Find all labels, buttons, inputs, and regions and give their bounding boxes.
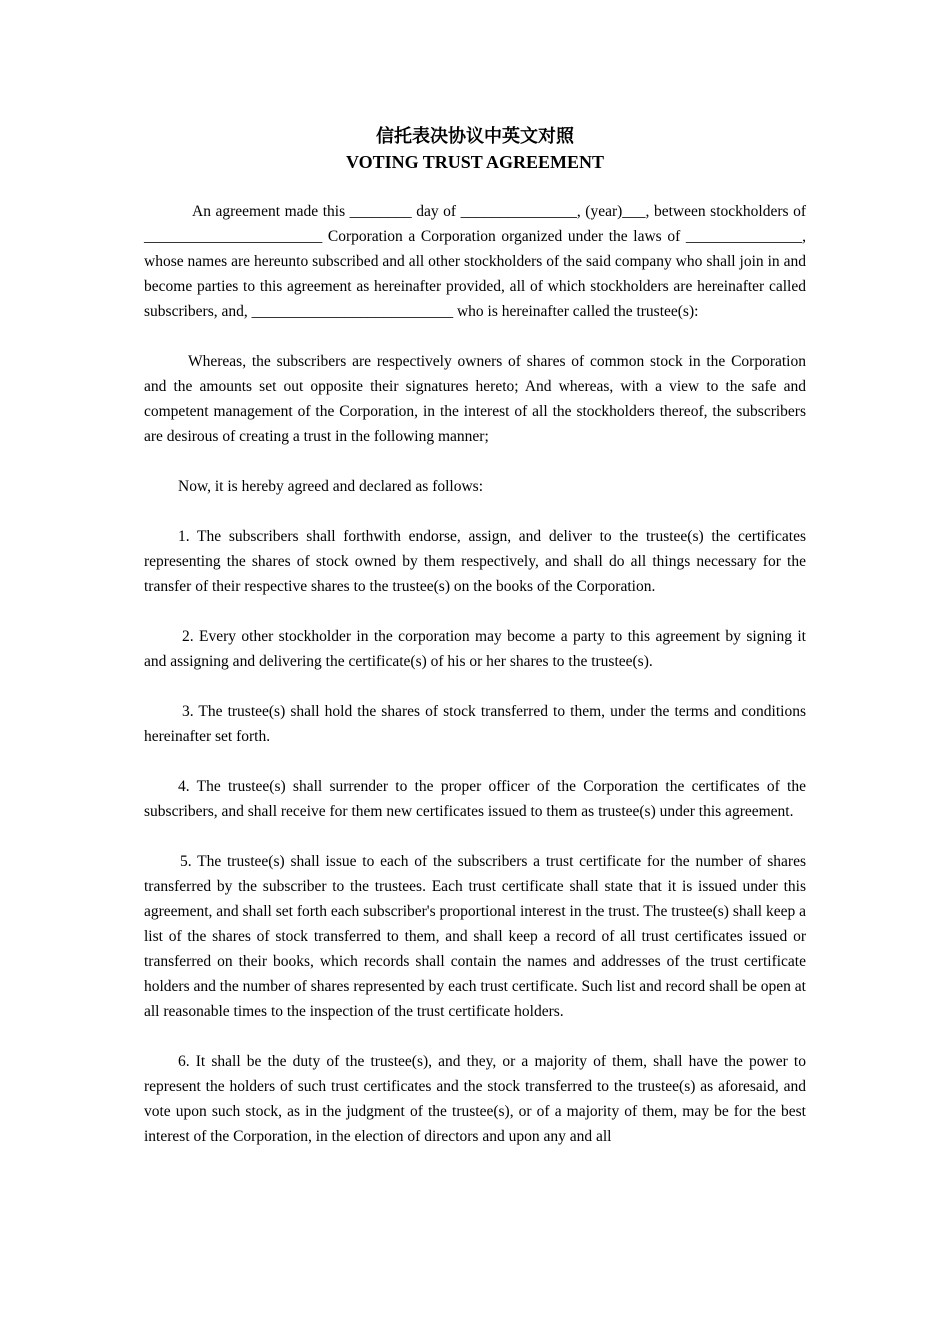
clause-4: 4. The trustee(s) shall surrender to the proper officer of the Corporation the certificates of the subscribers, and shall receive for them new certificates issued to them as trustee(s) under this agreement. — [144, 778, 806, 820]
clause-6: 6. It shall be the duty of the trustee(s), and they, or a majority of them, shall have the power to represent the holders of such trust certificates and the stock transferred to the trustee(s) as aforesaid, and vote upon such stock, as in the judgment of the trustee(s), or of a majority of them, may be for the best interest of the Corporation, in the election of directors and upon any and all — [144, 1053, 806, 1145]
document-body — [144, 124, 806, 1174]
declaration-paragraph: Now, it is hereby agreed and declared as follows: — [178, 478, 484, 495]
clause-3: 3. The trustee(s) shall hold the shares of stock transferred to them, under the terms and conditions hereinafter set forth. — [144, 703, 806, 745]
english-title: VOTING TRUST AGREEMENT — [345, 152, 605, 172]
whereas-paragraph: Whereas, the subscribers are respectively owners of shares of common stock in the Corporation and the amounts set out opposite their signatures hereto; And whereas, with a view to the safe and competent management of the Corporation, in the interest of all the stockholders thereof, the subscribers are desirous of creating a trust in the following manner; — [144, 353, 806, 445]
chinese-title: 信托表决协议中英文对照 — [376, 126, 574, 147]
intro-paragraph: An agreement made this ________ day of _______________, (year)___, between stockholders of _______________________ Corporation a Corporation organized under the laws of _______________, whose names are hereunto subscribed and all other stockholders of the said company who shall join in and become parties to this agreement as hereinafter provided, all of which stockholders are hereinafter called subscribers, and, __________________________ who is hereinafter called the trustee(s): — [144, 203, 806, 320]
clause-1: 1. The subscribers shall forthwith endorse, assign, and deliver to the trustee(s) the certificates representing the shares of stock owned by them respectively, and shall do all things necessary for the transfer of their respective shares to the trustee(s) on the books of the Corporation. — [144, 528, 806, 595]
clause-2: 2. Every other stockholder in the corporation may become a party to this agreement by signing it and assigning and delivering the certificate(s) of his or her shares to the trustee(s). — [144, 628, 806, 670]
clause-5: 5. The trustee(s) shall issue to each of the subscribers a trust certificate for the number of shares transferred by the subscriber to the trustees. Each trust certificate shall state that it is issued under this agreement, and shall set forth each subscriber's proportional interest in the trust. The trustee(s) shall keep a list of the shares of stock transferred to them, and shall keep a record of all trust certificates issued or transferred on their books, which records shall contain the names and addresses of the trust certificate holders and the number of shares represented by each trust certificate. Such list and record shall be open at all reasonable times to the inspection of the trust certificate holders. — [144, 853, 806, 1020]
